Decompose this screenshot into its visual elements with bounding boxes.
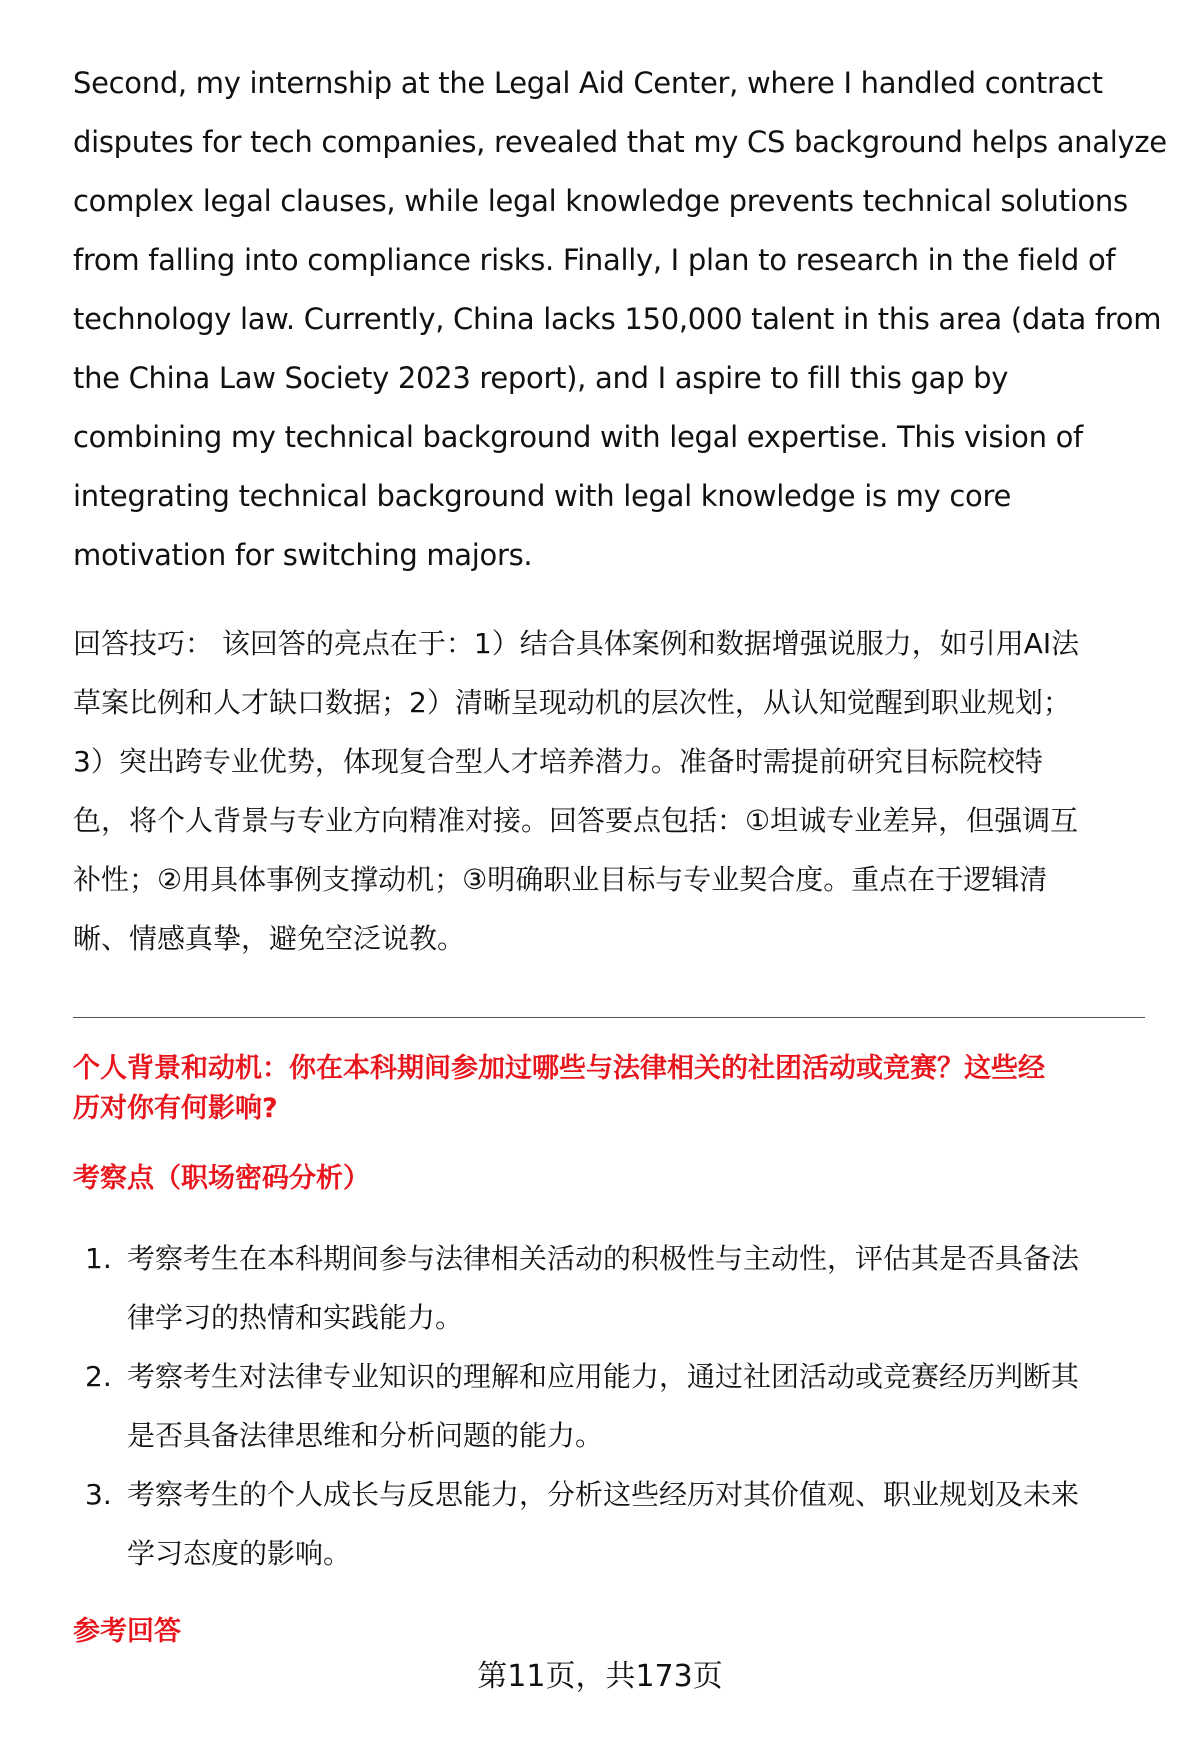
list-text-line: 考察考生在本科期间参与法律相关活动的积极性与主动性，评估其是否具备法 [127,1242,1080,1275]
paragraph-line: complex legal clauses, while legal knowledge prevents technical solutions [73,184,1128,218]
paragraph-line: motivation for switching majors. [73,538,533,572]
paragraph-line: from falling into compliance risks. Finally, I plan to research in the field of [73,243,1116,277]
paragraph-line: 回答技巧： 该回答的亮点在于：1）结合具体案例和数据增强说服力，如引用AI法 [73,627,1080,660]
paragraph-line: the China Law Society 2023 report), and I aspire to fill this gap by [73,361,1009,395]
heading-line: 个人背景和动机：你在本科期间参加过哪些与法律相关的社团活动或竞赛？这些经 [73,1053,1045,1084]
list-number: 1. [85,1242,112,1275]
paragraph-line: integrating technical background with legal knowledge is my core [73,479,1012,513]
list-text-line: 是否具备法律思维和分析问题的能力。 [127,1419,604,1452]
question-heading [73,1049,1153,1129]
paragraph-line: Second, my internship at the Legal Aid Center, where I handled contract [73,66,1103,100]
list-number: 2. [85,1360,112,1393]
list-text-line: 考察考生对法律专业知识的理解和应用能力，通过社团活动或竞赛经历判断其 [127,1360,1080,1393]
tips-paragraph [73,614,1153,968]
list-text-line: 学习态度的影响。 [127,1537,352,1570]
paragraph-line: 草案比例和人才缺口数据；2）清晰呈现动机的层次性，从认知觉醒到职业规划； [73,686,1071,719]
paragraph-line: 色，将个人背景与专业方向精准对接。回答要点包括：①坦诚专业差异，但强调互 [73,804,1079,837]
paragraph-line: 3）突出跨专业优势，体现复合型人才培养潜力。准备时需提前研究目标院校特 [73,745,1043,778]
section-divider [73,1017,1145,1018]
paragraph-line: 晰、情感真挚，避免空泛说教。 [73,922,466,955]
list-text-line: 律学习的热情和实践能力。 [127,1301,464,1334]
assessment-heading: 考察点（职场密码分析） [73,1163,370,1194]
paragraph-line: 补性；②用具体事例支撑动机；③明确职业目标与专业契合度。重点在于逻辑清 [73,863,1048,896]
paragraph-line: disputes for tech companies, revealed that my CS background helps analyze [73,125,1167,159]
heading-line: 历对你有何影响? [73,1093,278,1124]
page-number: 第11页，共173页 [477,1659,723,1694]
reference-answer-heading: 参考回答 [73,1616,181,1647]
paragraph-line: combining my technical background with legal expertise. This vision of [73,420,1083,454]
paragraph-line: technology law. Currently, China lacks 150,000 talent in this area (data from [73,302,1162,336]
list-text-line: 考察考生的个人成长与反思能力，分析这些经历对其价值观、职业规划及未来 [127,1478,1080,1511]
list-number: 3. [85,1478,112,1511]
answer-paragraph [73,54,1167,585]
